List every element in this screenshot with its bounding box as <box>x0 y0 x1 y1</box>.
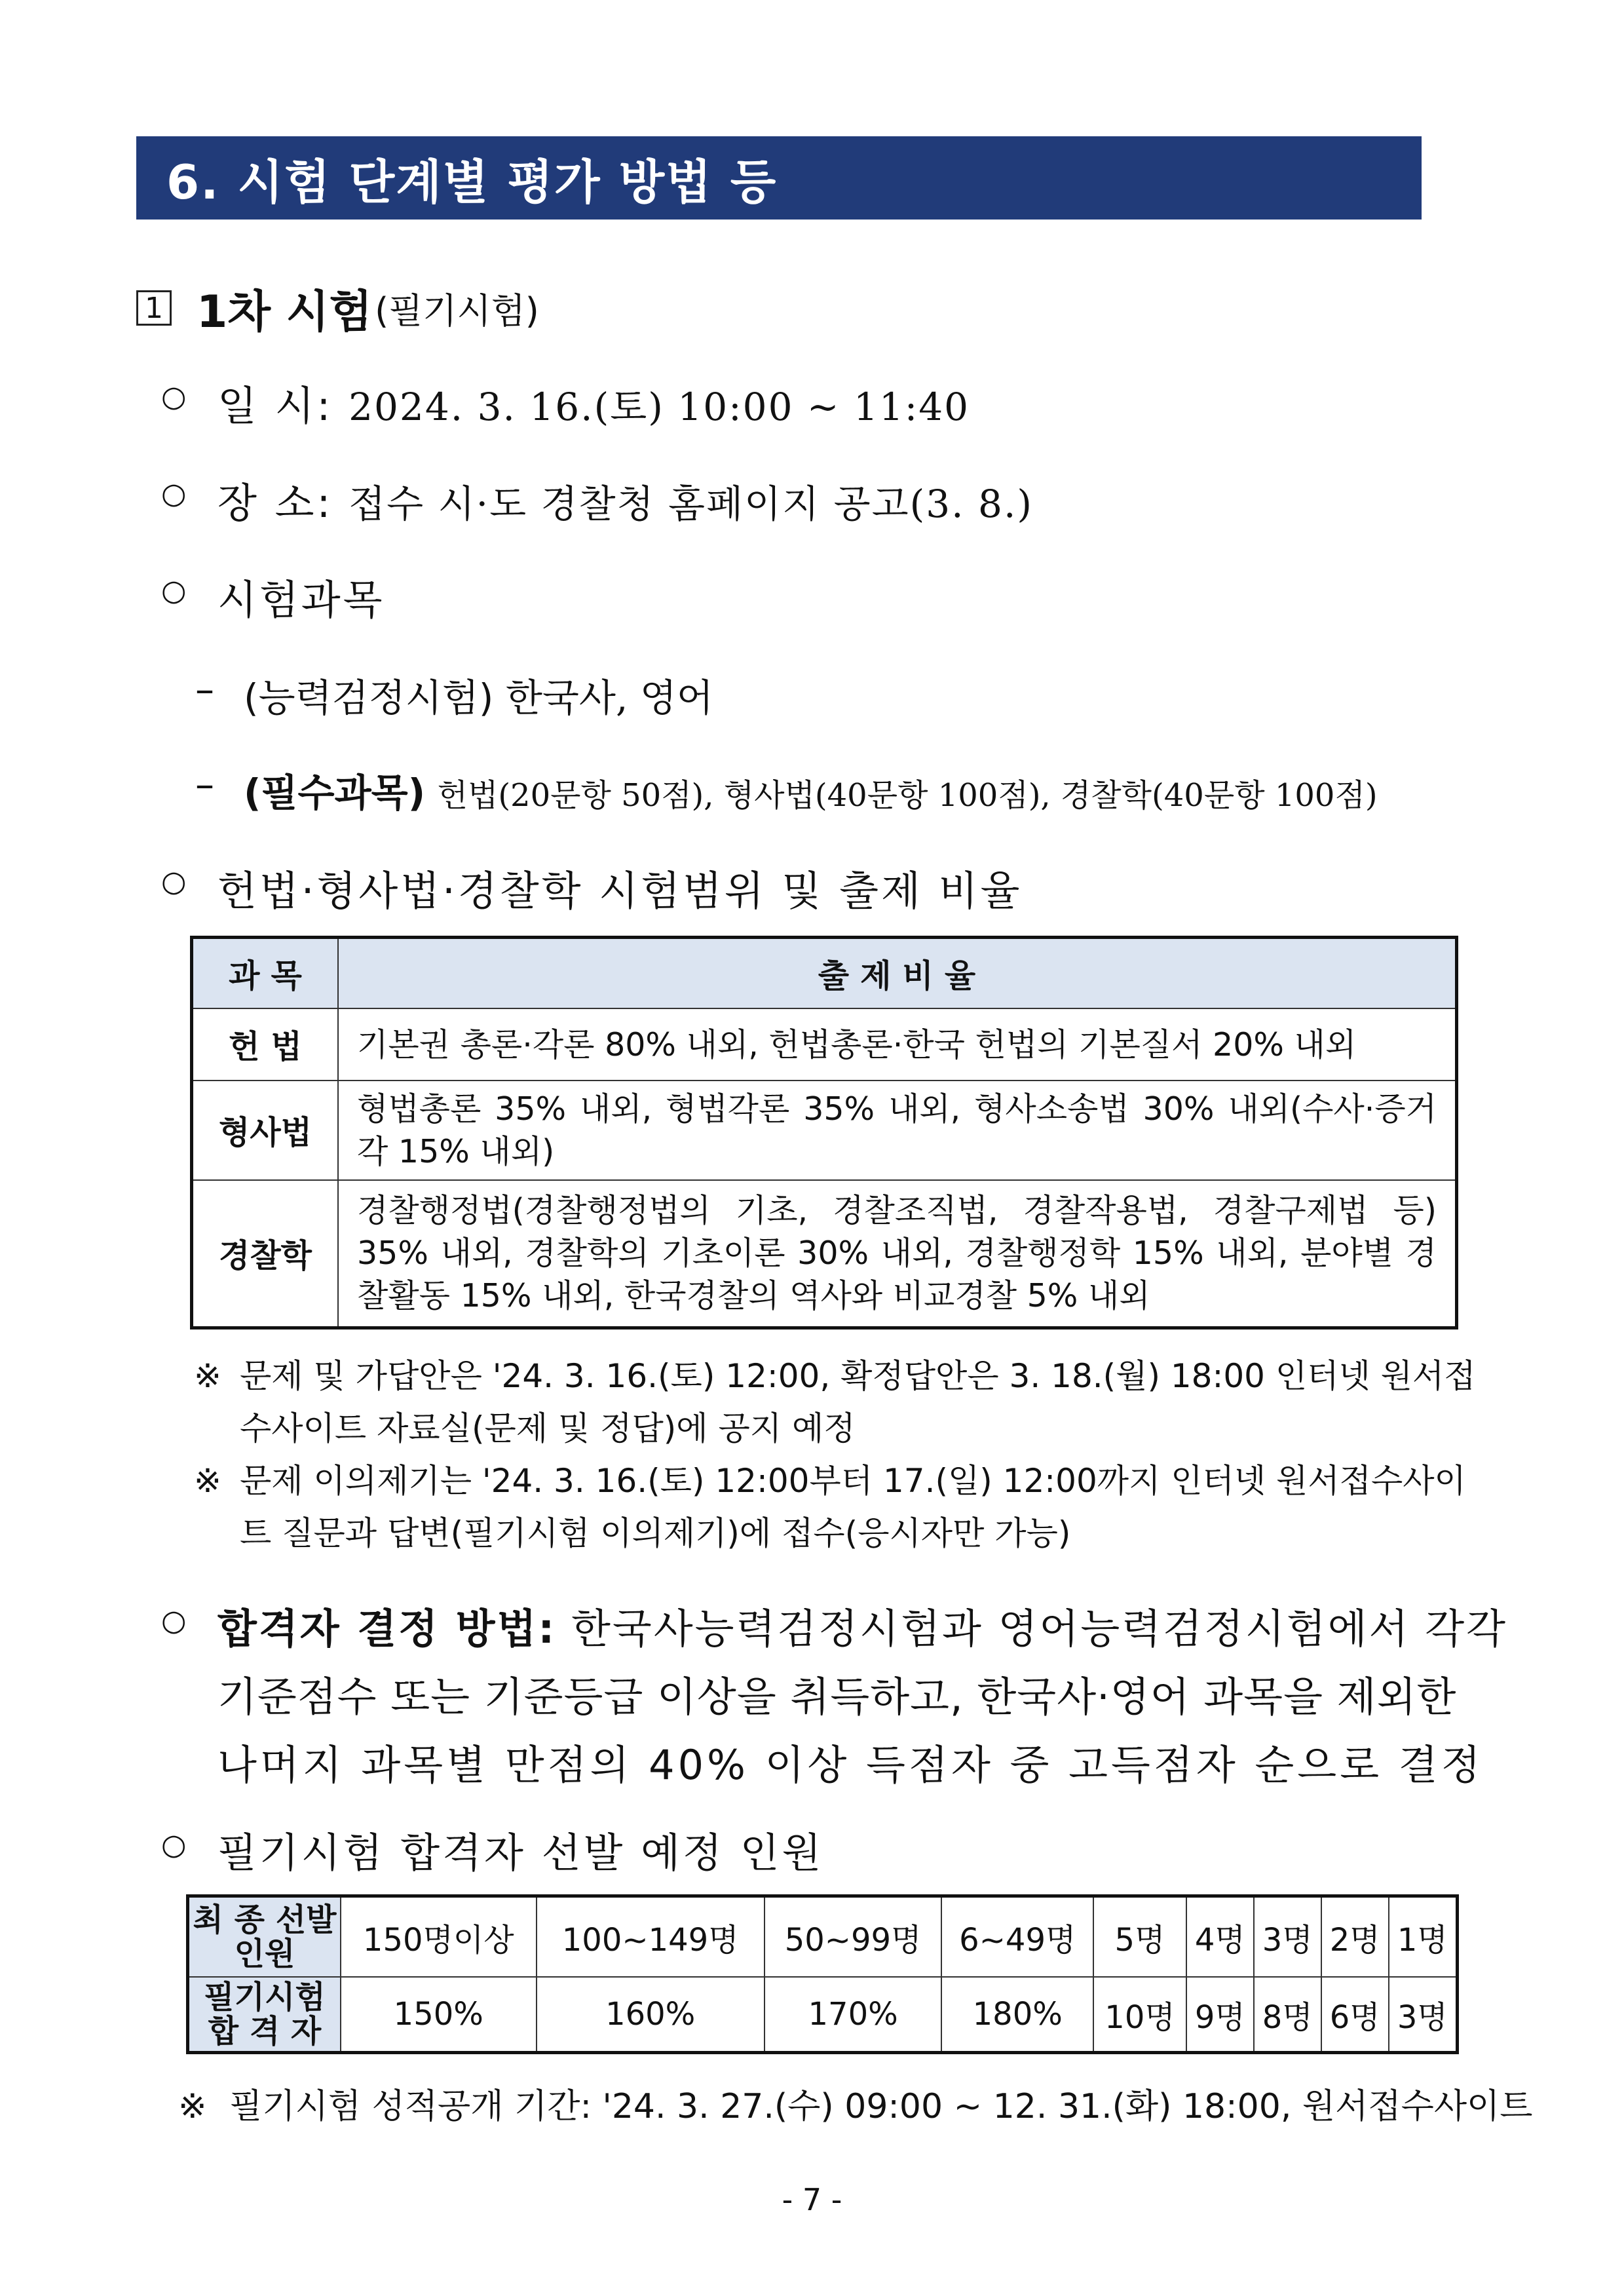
subject-item-2 <box>244 762 1378 817</box>
table-cell: 6명 <box>1321 1977 1389 2053</box>
note-text: 문제 이의제기는 '24. 3. 16.(토) 12:00부터 17.(일) 12:00까지 인터넷 원서접수사이트 질문과 답변(필기시험 이의제기)에 접수(응시자만 가능) <box>240 1462 1466 1552</box>
table-cell-subject: 형사법 <box>192 1081 339 1180</box>
note-mark: ※ <box>194 1357 221 1395</box>
table-cell: 1명 <box>1389 1896 1458 1978</box>
table-cell: 150% <box>341 1977 537 2053</box>
bullet-icon: ○ <box>161 1604 187 1637</box>
exam-date-label: 일 시: <box>217 382 333 430</box>
table-cell: 10명 <box>1093 1977 1186 2053</box>
section-heading <box>136 278 539 337</box>
quota-table <box>186 1894 1459 2054</box>
table-row-header: 필기시험 합 격 자 <box>188 1977 341 2053</box>
table-row <box>192 1180 1457 1328</box>
table-header-row <box>192 938 1457 1009</box>
table-header: 출 제 비 율 <box>338 938 1457 1009</box>
table-cell: 6~49명 <box>941 1896 1093 1978</box>
table-cell: 160% <box>537 1977 765 2053</box>
table-cell: 9명 <box>1186 1977 1254 2053</box>
footer-note <box>178 2078 1533 2128</box>
table-cell: 150명이상 <box>341 1896 537 1978</box>
exam-place-row <box>217 470 1033 529</box>
table-cell: 4명 <box>1186 1896 1254 1978</box>
subject-item-label: (필수과목) <box>244 771 426 815</box>
table-cell-subject: 경찰학 <box>192 1180 339 1328</box>
subject-item-value: 헌법(20문항 50점), 형사법(40문항 100점), 경찰학(40문항 100점) <box>437 777 1378 814</box>
pass-method-line-2: 기준점수 또는 기준등급 이상을 취득하고, 한국사·영어 과목을 제외한 <box>217 1673 1457 1721</box>
bullet-icon: ○ <box>161 477 187 510</box>
table-cell-ratio: 형법총론 35% 내외, 형법각론 35% 내외, 형사소송법 30% 내외(수사·증거 각 15% 내외) <box>338 1081 1457 1180</box>
bullet-icon: ○ <box>161 865 187 898</box>
quota-title: 필기시험 합격자 선발 예정 인원 <box>217 1829 824 1877</box>
note-mark: ※ <box>194 1462 221 1500</box>
table-cell-ratio: 기본권 총론·각론 80% 내외, 헌법총론·한국 헌법의 기본질서 20% 내외 <box>338 1008 1457 1081</box>
range-title: 헌법·형사법·경찰학 시험범위 및 출제 비율 <box>217 867 1023 915</box>
table-cell: 170% <box>765 1977 942 2053</box>
table-row <box>188 1896 1458 1978</box>
pass-method-line-1 <box>217 1596 1507 1655</box>
exam-date-value: 2024. 3. 16.(토) 10:00 ~ 11:40 <box>349 385 970 429</box>
exam-place-value: 접수 시·도 경찰청 홈페이지 공고(3. 8.) <box>349 482 1034 526</box>
table-cell: 3명 <box>1254 1896 1321 1978</box>
table-row <box>192 1081 1457 1180</box>
subject-item-1 <box>244 667 713 722</box>
bullet-icon: ○ <box>161 574 187 607</box>
table-header: 과 목 <box>192 938 339 1009</box>
table-cell: 8명 <box>1254 1977 1321 2053</box>
table-cell: 3명 <box>1389 1977 1458 2053</box>
dash-icon: – <box>195 762 214 807</box>
pass-method-text: 한국사능력검정시험과 영어능력검정시험에서 각각 <box>571 1605 1507 1653</box>
table-cell: 5명 <box>1093 1896 1186 1978</box>
subject-item-label: (능력검정시험) <box>244 676 494 720</box>
section-banner: 6. 시험 단계별 평가 방법 등 <box>136 136 1422 220</box>
note-mark: ※ <box>178 2087 207 2126</box>
pass-method-line-3: 나머지 과목별 만점의 40% 이상 득점자 중 고득점자 순으로 결정 <box>217 1741 1484 1789</box>
table-cell-subject: 헌 법 <box>192 1008 339 1081</box>
table-row <box>188 1977 1458 2053</box>
bullet-icon: ○ <box>161 1828 187 1862</box>
section-title: 1차 시험 <box>197 286 373 338</box>
table-row-header: 최 종 선발인원 <box>188 1896 341 1978</box>
table-cell: 180% <box>941 1977 1093 2053</box>
exam-place-label: 장 소: <box>217 479 333 527</box>
bullet-icon: ○ <box>161 380 187 413</box>
section-subtitle: (필기시험) <box>375 290 539 332</box>
note-text: 필기시험 성적공개 기간: '24. 3. 27.(수) 09:00 ~ 12. 31.(화) 18:00, 원서접수사이트 <box>229 2087 1533 2126</box>
exam-date-row <box>217 373 970 432</box>
table-cell: 100~149명 <box>537 1896 765 1978</box>
table-row <box>192 1008 1457 1081</box>
range-table <box>190 936 1458 1330</box>
subjects-title: 시험과목 <box>217 576 385 624</box>
page-number: - 7 - <box>782 2182 842 2217</box>
table-cell: 2명 <box>1321 1896 1389 1978</box>
table-cell-ratio: 경찰행정법(경찰행정법의 기초, 경찰조직법, 경찰작용법, 경찰구제법 등) 35% 내외, 경찰학의 기초이론 30% 내외, 경찰행정학 15% 내외, 분야별 경찰활동 15% 내외, 한국경찰의 역사와 비교경찰 5% 내외 <box>338 1180 1457 1328</box>
table-cell: 50~99명 <box>765 1896 942 1978</box>
pass-method-label: 합격자 결정 방법: <box>217 1605 557 1653</box>
dash-icon: – <box>195 667 214 712</box>
section-number-box: 1 <box>136 290 172 326</box>
subject-item-value: 한국사, 영어 <box>505 676 713 720</box>
note-text: 문제 및 가답안은 '24. 3. 16.(토) 12:00, 확정답안은 3. 18.(월) 18:00 인터넷 원서접수사이트 자료실(문제 및 정답)에 공지 예정 <box>240 1357 1476 1447</box>
